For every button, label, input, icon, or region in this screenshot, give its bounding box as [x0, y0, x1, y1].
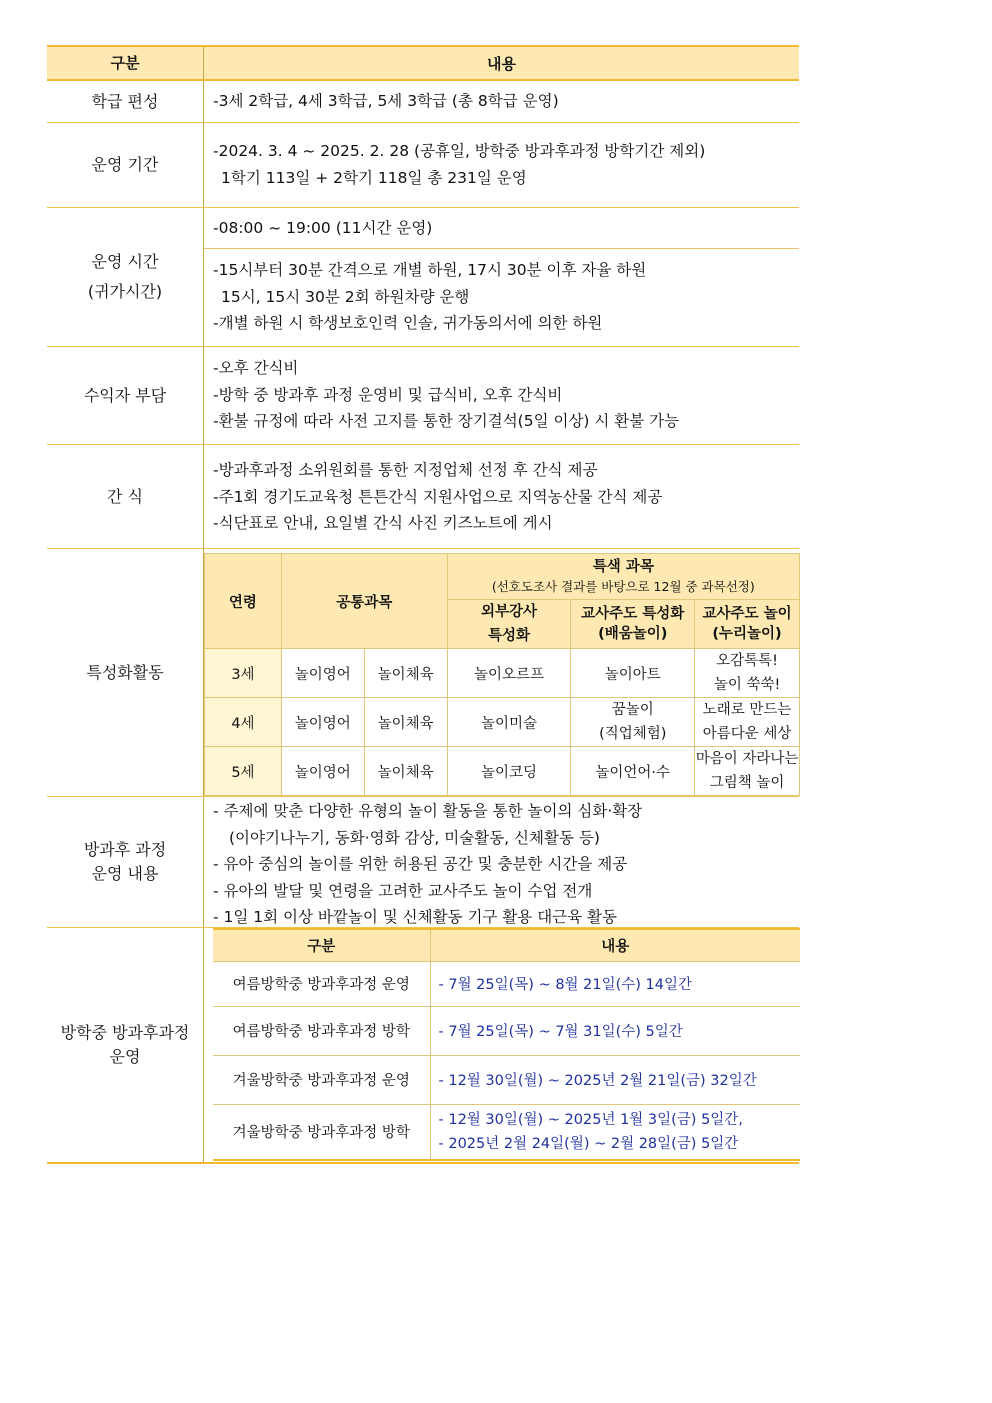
head-teacher-play-sub: (누리놀이)	[712, 626, 782, 642]
cell-teacher-play: 노래로 만드는	[702, 702, 792, 718]
row-snack	[47, 445, 799, 549]
label-hours-sub: (귀가시간)	[87, 282, 163, 301]
afterschool-line: - 유아 중심의 놀이를 위한 허용된 공간 및 충분한 시간을 제공	[213, 855, 628, 873]
activities-table	[204, 553, 800, 796]
head-special-note: (선호도조사 결과를 바탕으로 12월 중 과목선정)	[491, 578, 755, 594]
vacation-name: 겨울방학중 방과후과정 방학	[213, 1104, 430, 1160]
row-activities	[47, 549, 799, 797]
label-snack: 간 식	[47, 445, 204, 548]
label-burden: 수익자 부담	[47, 347, 204, 444]
label-afterschool: 방과후 과정	[83, 840, 167, 859]
activity-row	[205, 747, 800, 796]
cell-external: 놀이오르프	[447, 649, 571, 698]
vacation-date: - 12월 30일(월) ~ 2025년 1월 3일(금) 5일간,	[438, 1111, 743, 1128]
vacation-row	[213, 1104, 800, 1160]
cell-teacher-special: 꿈놀이	[611, 702, 654, 718]
cell-age: 3세	[205, 649, 282, 698]
vacation-row	[213, 1006, 800, 1055]
info-table	[47, 45, 799, 1164]
cell-teacher-special: (직업체험)	[599, 726, 667, 742]
cell-teacher-special: 놀이아트	[571, 649, 695, 698]
burden-line: -환불 규정에 따라 사전 고지를 통한 장기결석(5일 이상) 시 환불 가능	[213, 412, 680, 430]
afterschool-line: - 1일 1회 이상 바깥놀이 및 신체활동 기구 활용 대근육 활동	[213, 908, 617, 926]
row-afterschool	[47, 797, 799, 928]
cell-teacher-play: 마음이 자라나는	[695, 751, 799, 767]
burden-line: -오후 간식비	[213, 359, 299, 377]
cell-common: 놀이영어	[281, 747, 364, 796]
vacation-date: - 12월 30일(월) ~ 2025년 2월 21일(금) 32일간	[430, 1055, 800, 1104]
vacation-name: 겨울방학중 방과후과정 운영	[213, 1055, 430, 1104]
cell-common: 놀이체육	[364, 649, 447, 698]
cell-teacher-special: 놀이언어·수	[571, 747, 695, 796]
head-teacher-play: 교사주도 놀이	[702, 606, 792, 622]
cell-teacher-play: 그림책 놀이	[709, 775, 785, 791]
vacation-table	[213, 928, 800, 1161]
cell-common: 놀이영어	[281, 649, 364, 698]
vacation-head-content: 내용	[430, 929, 800, 961]
head-special: 특색 과목	[592, 558, 654, 575]
label-activities: 특성화활동	[47, 549, 204, 796]
row-vacation	[47, 928, 799, 1164]
class-org-text: -3세 2학급, 4세 3학급, 5세 3학급 (총 8학급 운영)	[213, 92, 559, 111]
period-line: -2024. 3. 4 ~ 2025. 2. 28 (공휴일, 방학중 방과후과정 방학기간 제외)	[213, 142, 706, 160]
snack-line: -주1회 경기도교육청 튼튼간식 지원사업으로 지역농산물 간식 제공	[213, 487, 663, 506]
cell-age: 5세	[205, 747, 282, 796]
label-afterschool-sub: 운영 내용	[91, 864, 159, 883]
head-external-sub: 특성화	[487, 628, 530, 644]
afterschool-line: - 주제에 맞춘 다양한 유형의 놀이 활동을 통한 놀이의 심화·확장	[213, 802, 643, 820]
activity-row	[205, 649, 800, 698]
afterschool-line: (이야기나누기, 동화·영화 감상, 미술활동, 신체활동 등)	[229, 828, 600, 847]
head-age: 연령	[205, 554, 282, 649]
head-common: 공통과목	[281, 554, 447, 649]
period-line: 1학기 113일 + 2학기 118일 총 231일 운영	[221, 168, 527, 187]
head-teacher-special-sub: (배움놀이)	[598, 626, 668, 642]
vacation-date: - 7월 25일(목) ~ 8월 21일(수) 14일간	[430, 961, 800, 1006]
label-class-org: 학급 편성	[47, 81, 204, 122]
hours-main-line: -08:00 ~ 19:00 (11시간 운영)	[213, 218, 433, 237]
vacation-row	[213, 1055, 800, 1104]
hours-line: -개별 하원 시 학생보호인력 인솔, 귀가동의서에 의한 하원	[213, 314, 603, 332]
hours-line: 15시, 15시 30분 2회 하원차량 운행	[221, 287, 470, 306]
head-teacher-special: 교사주도 특성화	[581, 606, 685, 622]
cell-common: 놀이영어	[281, 698, 364, 747]
label-period: 운영 기간	[47, 123, 204, 207]
cell-teacher-play: 놀이 쑥쑥!	[713, 677, 781, 693]
row-period	[47, 123, 799, 208]
vacation-head-category: 구분	[213, 929, 430, 961]
header-category: 구분	[47, 47, 204, 79]
cell-teacher-play: 아름다운 세상	[702, 726, 792, 742]
afterschool-line: - 유아의 발달 및 연령을 고려한 교사주도 놀이 수업 전개	[213, 881, 593, 900]
cell-common: 놀이체육	[364, 747, 447, 796]
label-hours: 운영 시간	[91, 252, 159, 271]
head-external: 외부강사	[480, 604, 537, 620]
cell-common: 놀이체육	[364, 698, 447, 747]
burden-line: -방학 중 방과후 과정 운영비 및 급식비, 오후 간식비	[213, 385, 563, 404]
header-row	[47, 45, 799, 81]
cell-teacher-play: 오감톡톡!	[716, 653, 778, 669]
activity-row	[205, 698, 800, 747]
row-class-org	[47, 81, 799, 123]
vacation-date: - 7월 25일(목) ~ 7월 31일(수) 5일간	[430, 1006, 800, 1055]
hours-line: -15시부터 30분 간격으로 개별 하원, 17시 30분 이후 자율 하원	[213, 261, 647, 279]
snack-line: -방과후과정 소위원회를 통한 지정업체 선정 후 간식 제공	[213, 461, 598, 479]
cell-external: 놀이미술	[447, 698, 571, 747]
vacation-name: 여름방학중 방과후과정 방학	[213, 1006, 430, 1055]
vacation-name: 여름방학중 방과후과정 운영	[213, 961, 430, 1006]
cell-external: 놀이코딩	[447, 747, 571, 796]
snack-line: -식단표로 안내, 요일별 간식 사진 키즈노트에 게시	[213, 514, 553, 532]
row-hours	[47, 208, 799, 347]
vacation-row	[213, 961, 800, 1006]
cell-age: 4세	[205, 698, 282, 747]
vacation-date: - 2025년 2월 24일(월) ~ 2월 28일(금) 5일간	[438, 1135, 739, 1152]
label-vacation-sub: 운영	[109, 1047, 141, 1066]
row-burden	[47, 347, 799, 445]
header-content: 내용	[487, 54, 516, 73]
label-vacation: 방학중 방과후과정	[60, 1023, 190, 1042]
